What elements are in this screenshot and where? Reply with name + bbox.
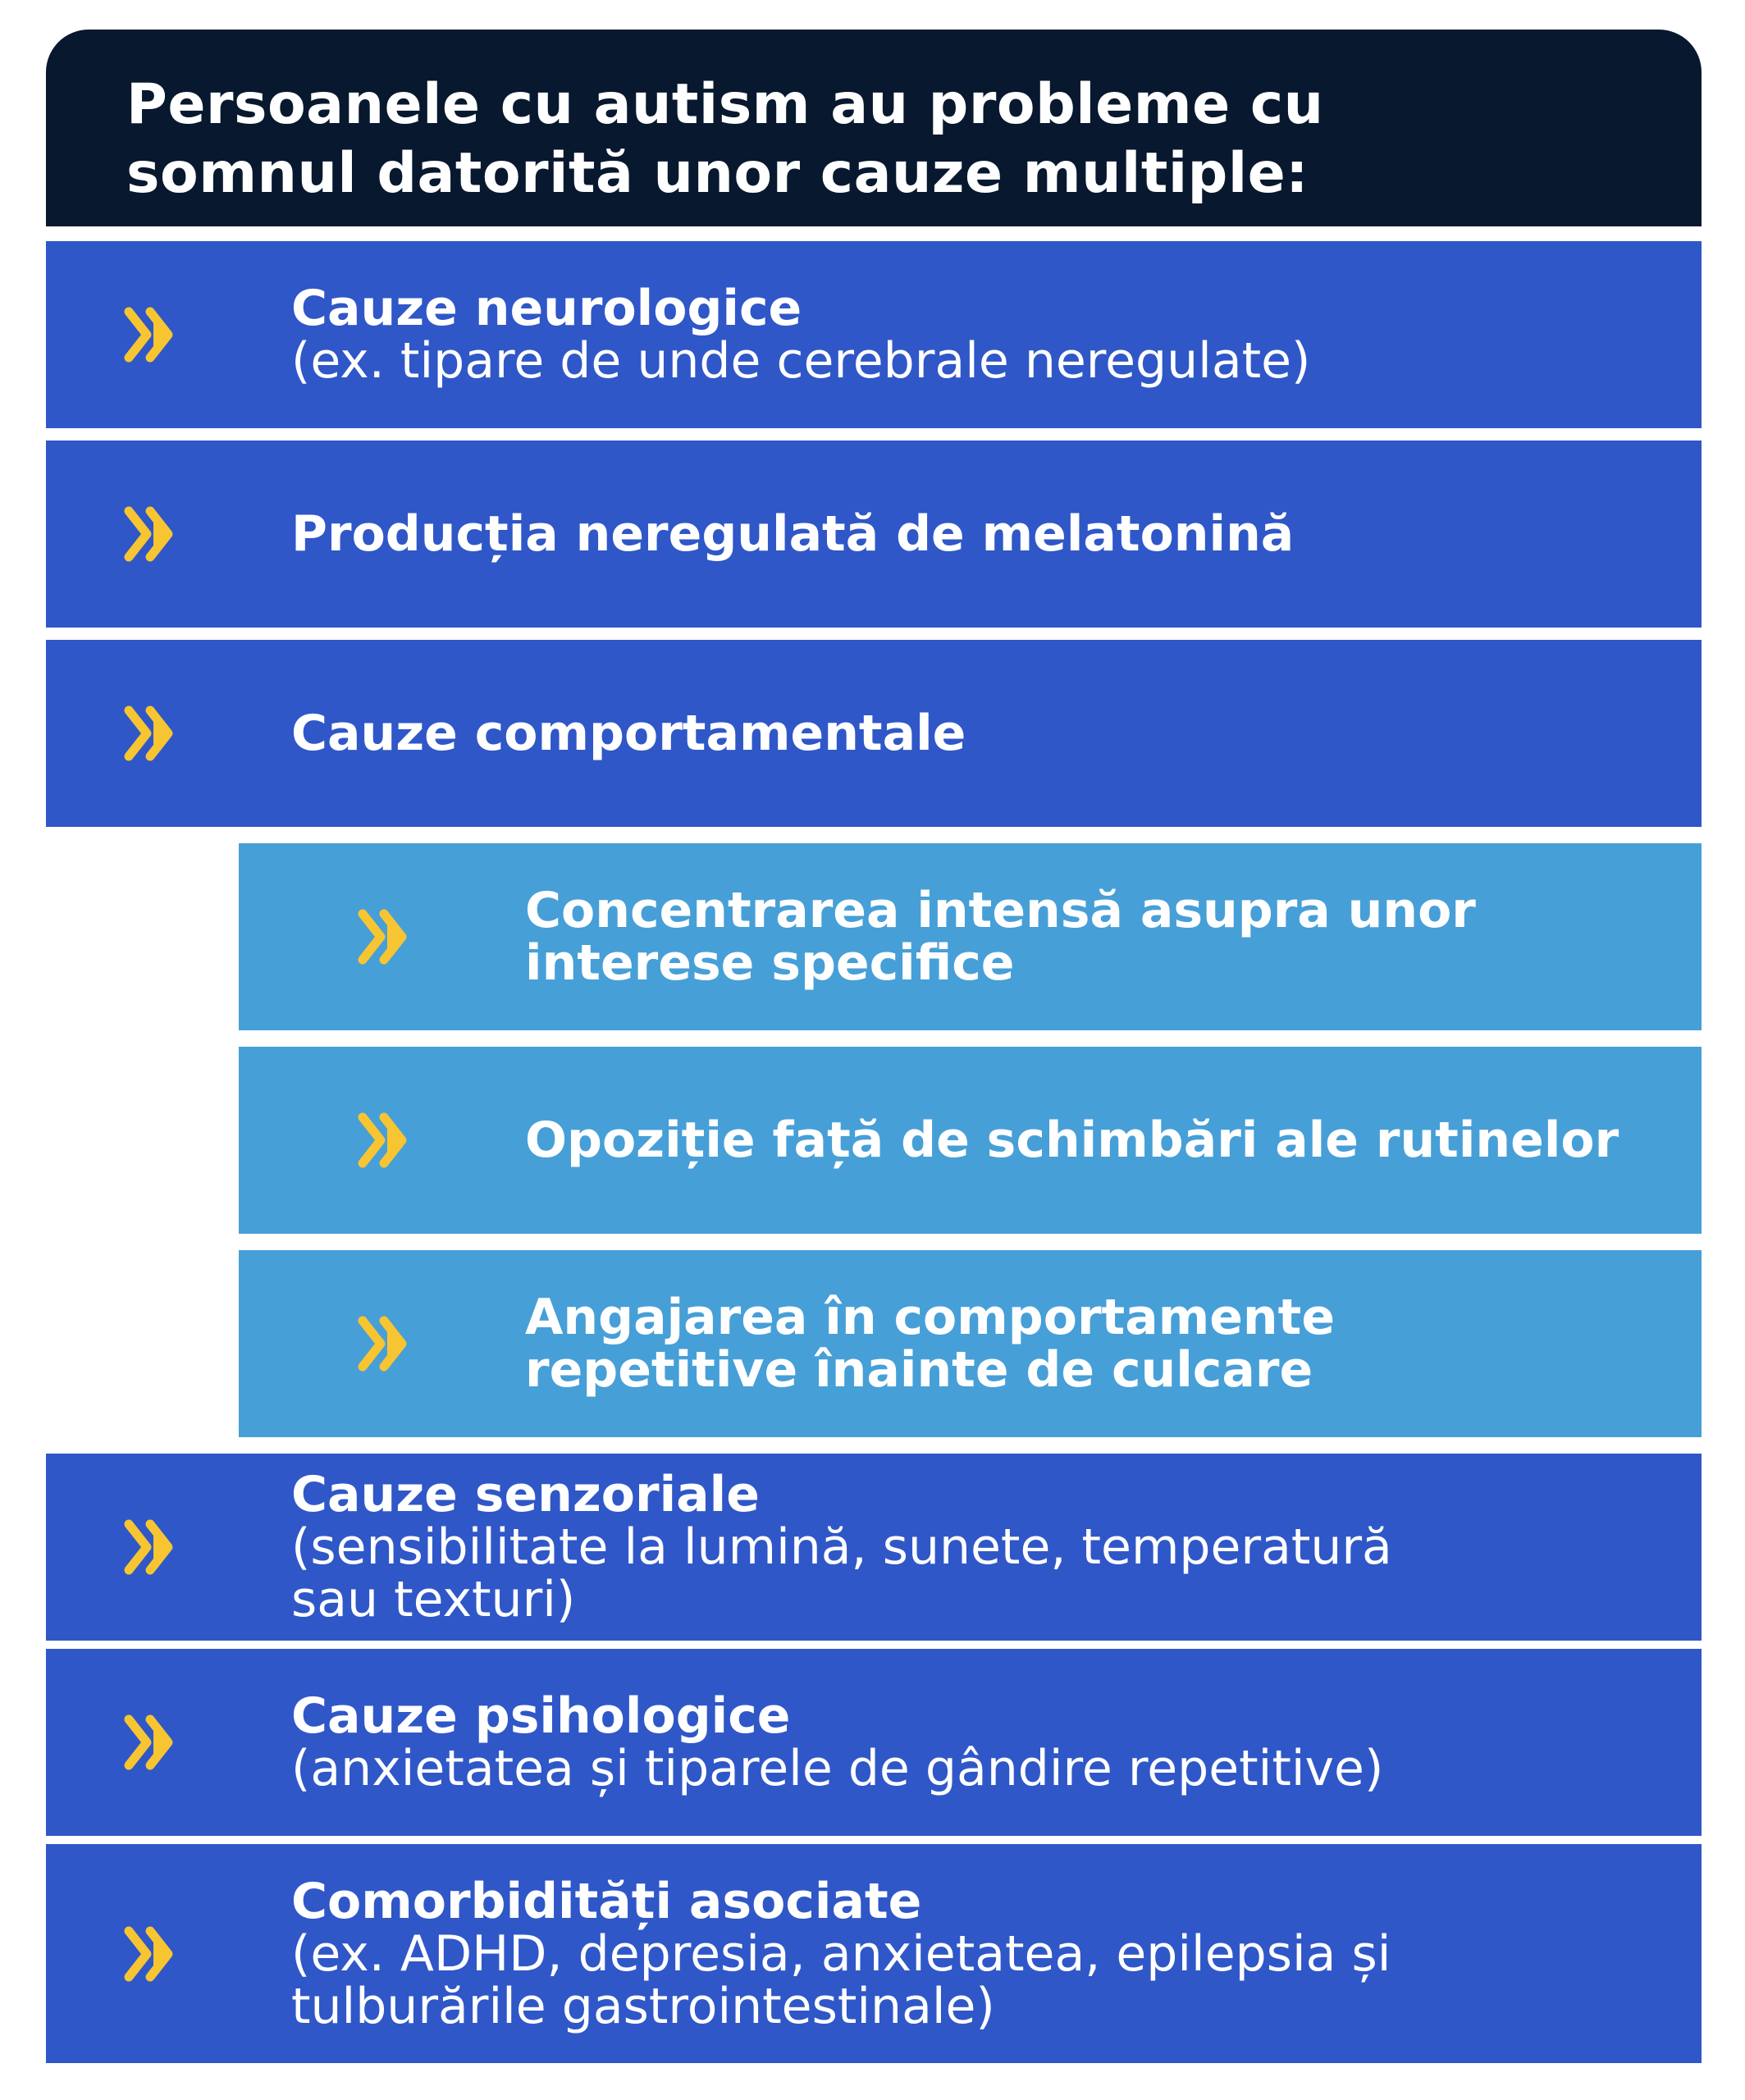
title-banner [46,30,1702,226]
title-line-1: Persoanele cu autism au probleme cu [126,72,1324,137]
cause-detail: (ex. ADHD, depresia, anxietatea, epilepsia și [291,1924,1391,1983]
subcause-line: interese specifice [525,934,1015,992]
subcause-routine [239,1047,1702,1234]
cause-neurological [46,241,1702,428]
double-chevron-right-icon [124,1926,181,1982]
subcause-repetitive [239,1250,1702,1437]
cause-detail: tulburările gastrointestinale) [291,1977,995,2035]
cause-detail: sau texturi) [291,1571,576,1628]
cause-text [291,505,1669,563]
subcause-line: Opoziție față de schimbări ale rutinelor [525,1112,1619,1169]
cause-title: Cauze neurologice [291,280,802,337]
subcause-text [525,882,1669,992]
subcause-focus [239,843,1702,1030]
double-chevron-right-icon [124,1714,181,1770]
double-chevron-right-icon [358,909,415,965]
cause-text [291,1872,1669,2035]
double-chevron-right-icon [358,1112,415,1168]
cause-title: Comorbidități asociate [291,1872,922,1930]
double-chevron-right-icon [124,506,181,562]
double-chevron-right-icon [124,705,181,761]
cause-title: Cauze senzoriale [291,1466,760,1523]
cause-comorbidities [46,1844,1702,2063]
double-chevron-right-icon [124,307,181,363]
cause-detail: (sensibilitate la lumină, sunete, temperatură [291,1518,1392,1576]
cause-title: Cauze comportamentale [291,705,966,762]
double-chevron-right-icon [358,1316,415,1372]
subcause-text [525,1289,1669,1399]
cause-detail: (ex. tipare de unde cerebrale neregulate) [291,332,1311,390]
subcause-line: Concentrarea intensă asupra unor [525,882,1476,939]
cause-text [291,707,1669,760]
subcause-line: Angajarea în comportamente [525,1289,1336,1346]
cause-text [291,1687,1669,1797]
subcause-line: repetitive înainte de culcare [525,1341,1313,1399]
cause-detail: (anxietatea și tiparele de gândire repetitive) [291,1740,1384,1797]
cause-title: Producția neregulată de melatonină [291,505,1295,563]
cause-psychological [46,1649,1702,1836]
cause-behavioral [46,640,1702,827]
cause-sensory [46,1454,1702,1641]
cause-text [291,280,1669,390]
double-chevron-right-icon [124,1519,181,1575]
cause-text [291,1468,1669,1626]
title-line-2: somnul datorită unor cauze multiple: [126,141,1309,206]
subcause-text [525,1112,1669,1169]
cause-melatonin [46,441,1702,628]
cause-title: Cauze psihologice [291,1687,791,1745]
